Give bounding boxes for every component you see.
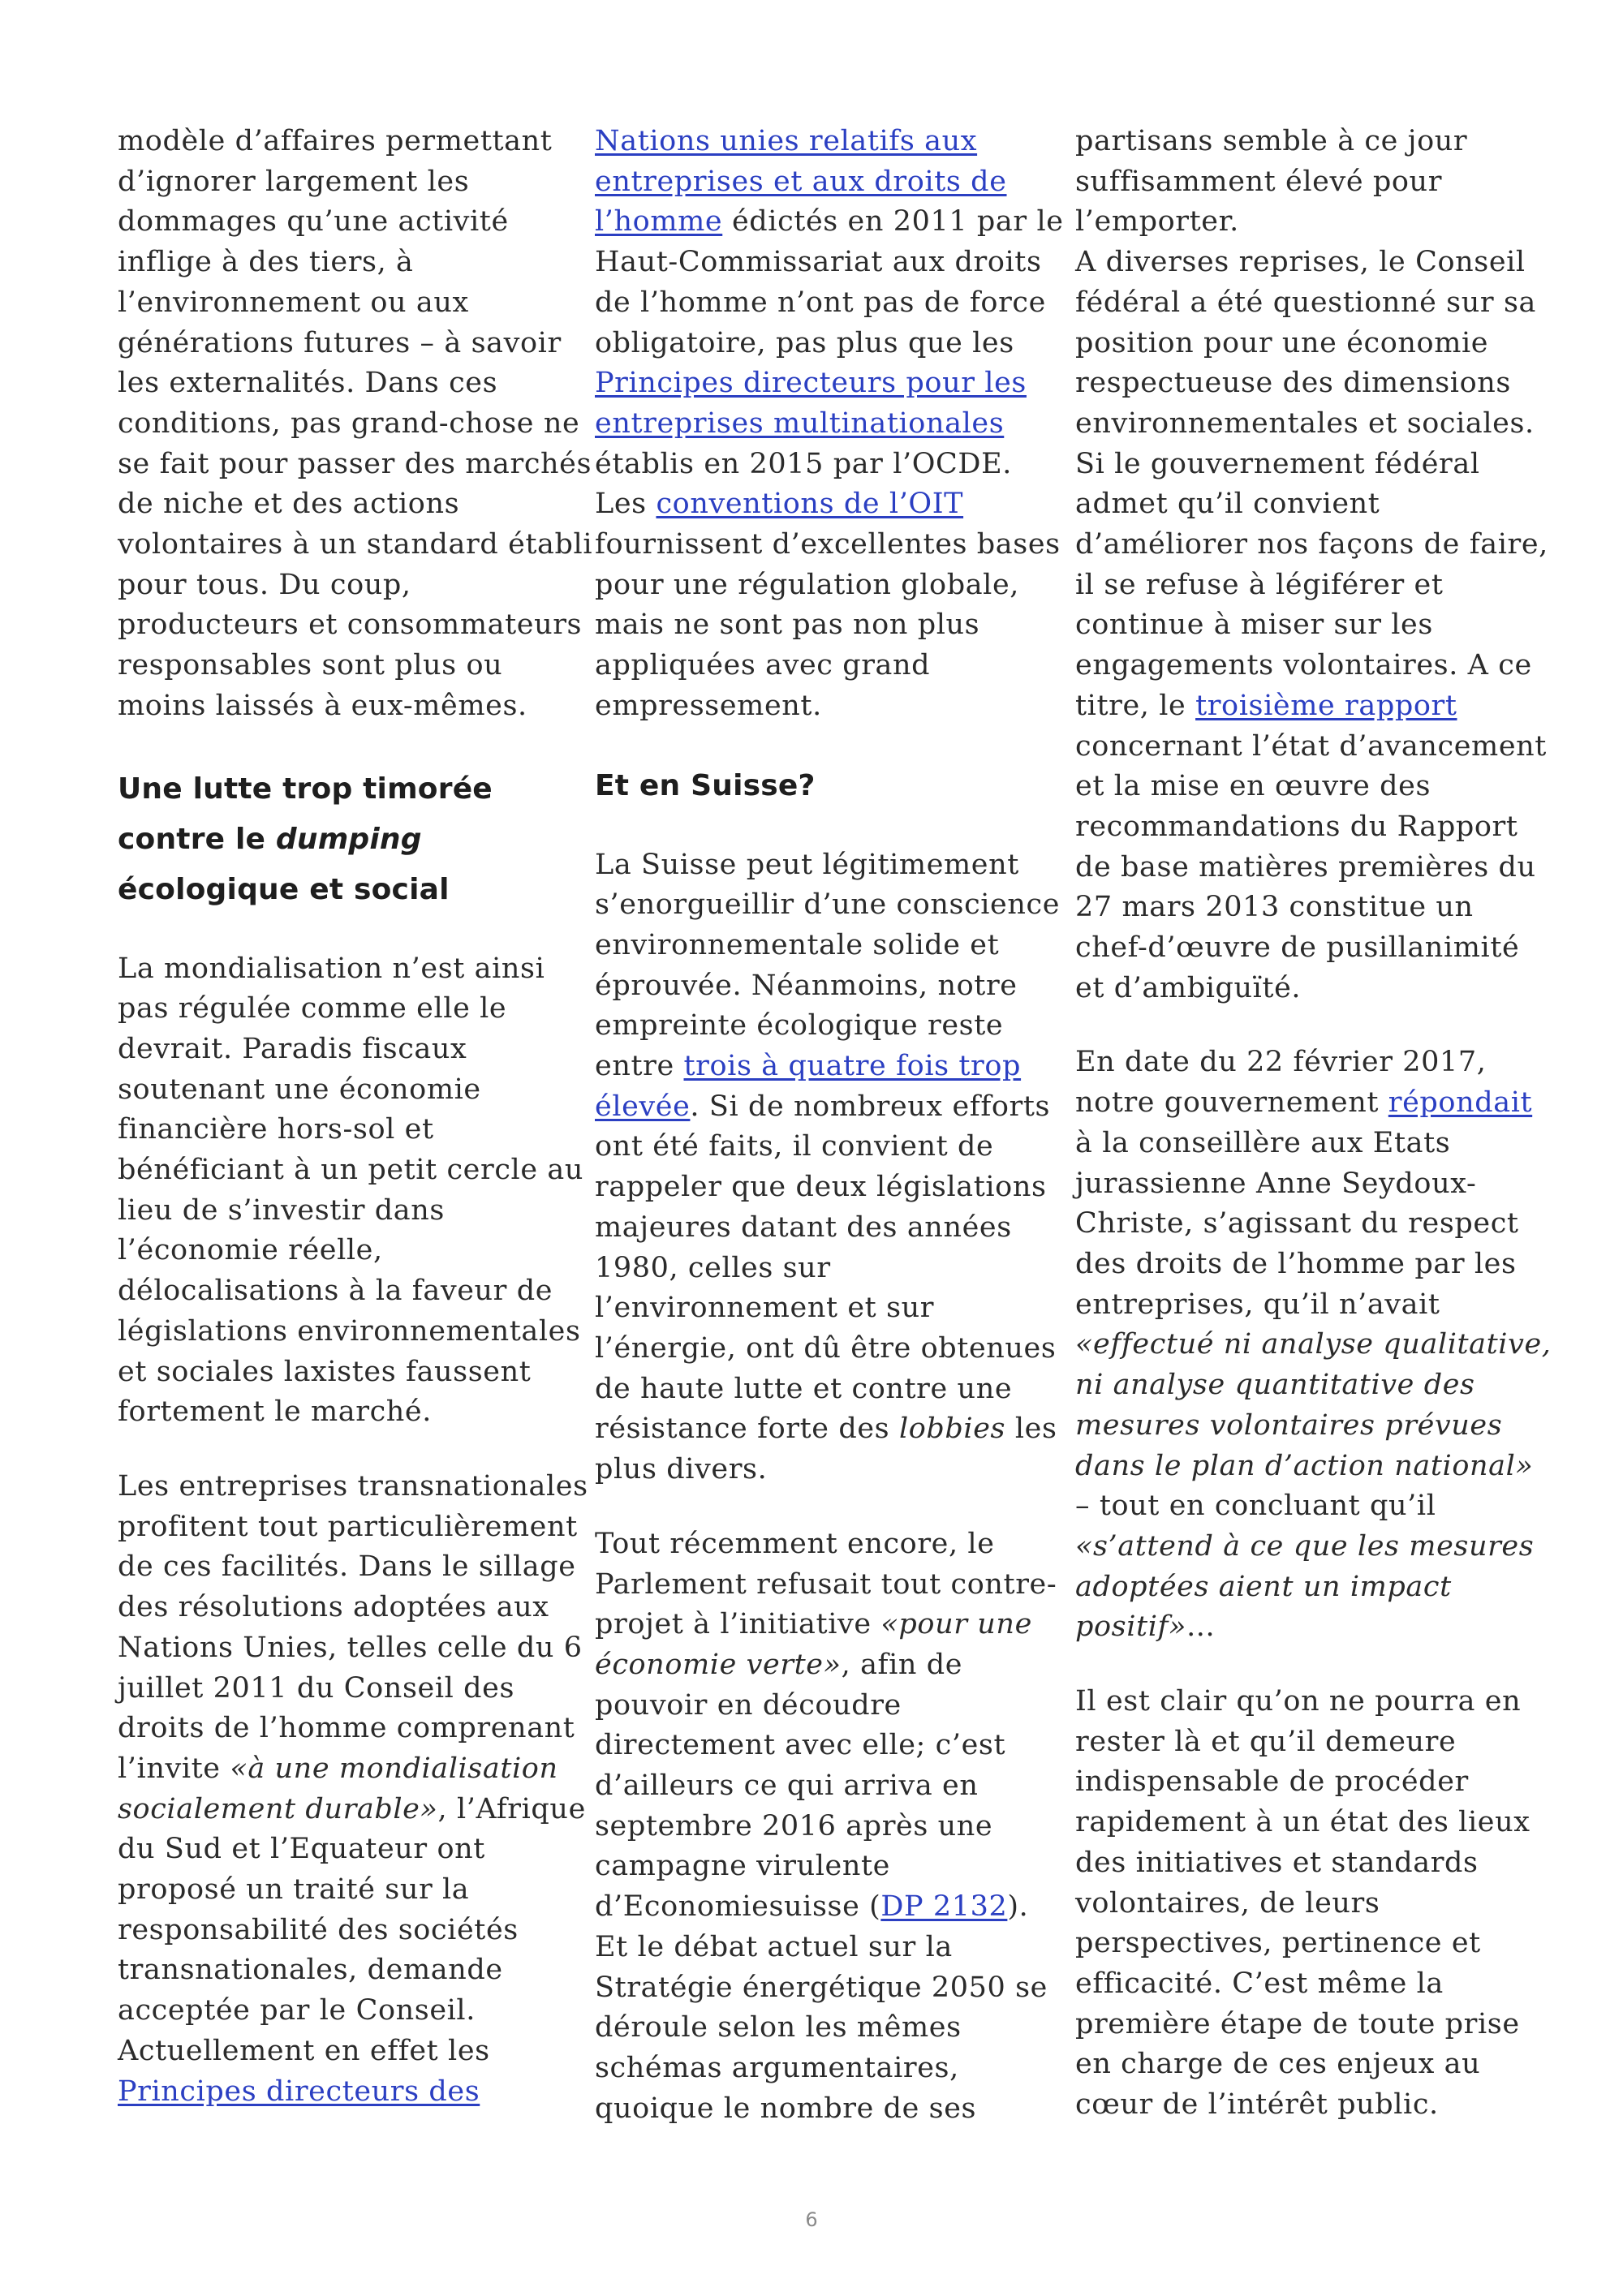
quote-text: «pour une [880, 1608, 1032, 1641]
text-line: rapidement à un état des lieux [1075, 1806, 1530, 1839]
quote-line: «effectué ni analyse qualitative, [1075, 1328, 1552, 1361]
text-line: environnementales et sociales. [1075, 406, 1535, 440]
text-line: respectueuse des dimensions [1075, 367, 1511, 400]
link-principes-directeurs-nu[interactable]: Nations unies relatifs aux [595, 125, 978, 157]
text-run: édictés en 2011 par le [722, 205, 1064, 239]
paragraph [1075, 1682, 1530, 2126]
text-run: , l’Afrique [437, 1792, 586, 1825]
quote-line: «s’attend à ce que les mesures [1075, 1529, 1535, 1563]
text-line: dommages qu’une activité [118, 205, 509, 239]
text-line: pour une régulation globale, [595, 568, 1020, 601]
text-line [595, 1645, 1033, 1686]
paragraph [118, 1467, 588, 2112]
text-line: plus divers. [595, 1453, 768, 1486]
heading-line: écologique et social [118, 872, 450, 906]
link-conventions-oit[interactable]: conventions de l’OIT [656, 488, 964, 521]
text-run: titre, le [1075, 689, 1196, 722]
text-line: fédéral a été questionné sur sa [1075, 286, 1536, 319]
text-line: d’améliorer nos façons de faire, [1075, 528, 1548, 561]
text-line [595, 1887, 1033, 1928]
text-line: jurassienne Anne Seydoux- [1075, 1167, 1477, 1200]
text-line: l’emporter. [1075, 205, 1239, 239]
text-line: de ces facilités. Dans le sillage [118, 1550, 576, 1584]
text-line: chef-d’œuvre de pusillanimité [1075, 931, 1520, 965]
text-run: Les [595, 488, 657, 521]
section-heading [118, 764, 556, 915]
text-line: mais ne sont pas non plus [595, 608, 980, 642]
text-line [1075, 1083, 1533, 1124]
text-line: financière hors-sol et [118, 1113, 434, 1146]
text-line [118, 2072, 556, 2113]
text-line: partisans semble à ce jour [1075, 125, 1468, 157]
text-line: les externalités. Dans ces [118, 367, 498, 400]
text-line: En date du 22 février 2017, [1075, 1046, 1487, 1079]
text-line: admet qu’il convient [1075, 488, 1380, 521]
text-line: acceptée par le Conseil. [118, 1994, 476, 2027]
text-line: l’énergie, ont dû être obtenues [595, 1331, 1057, 1365]
text-line: Il est clair qu’on ne pourra en [1075, 1685, 1522, 1718]
text-line [595, 122, 1033, 162]
text-line: Christe, s’agissant du respect [1075, 1207, 1519, 1240]
text-line: des résolutions adoptées aux [118, 1591, 549, 1624]
text-line: environnementale solide et [595, 928, 1000, 961]
text-line: soutenant une économie [118, 1073, 481, 1106]
text-line [595, 202, 1064, 243]
text-line: à la conseillère aux Etats [1075, 1126, 1451, 1159]
text-line: 27 mars 2013 constitue un [1075, 891, 1474, 924]
text-line: cœur de l’intérêt public. [1075, 2088, 1439, 2122]
text-line: directement avec elle; c’est [595, 1729, 1006, 1762]
text-line: 1980, celles sur [595, 1251, 831, 1284]
text-line: obligatoire, pas plus que les [595, 326, 1014, 359]
text-run: les [1005, 1412, 1057, 1446]
quote-line: adoptées aient un impact [1075, 1570, 1452, 1603]
text-line: majeures datant des années [595, 1210, 1012, 1244]
text-line: pouvoir en découdre [595, 1688, 902, 1722]
text-line: déroule selon les mêmes [595, 2011, 962, 2044]
text-line: devrait. Paradis fiscaux [118, 1032, 467, 1065]
text-run: ... [1186, 1610, 1216, 1644]
text-line: – tout en concluant qu’il [1075, 1490, 1436, 1523]
column-1 [118, 122, 593, 2112]
text-line: Nations Unies, telles celle du 6 [118, 1631, 583, 1664]
text-line: se fait pour passer des marchés [118, 447, 592, 480]
heading-line [118, 815, 556, 865]
text-line: d’ailleurs ce qui arriva en [595, 1769, 979, 1803]
text-line: l’économie réelle, [118, 1234, 383, 1267]
heading-emphasis: dumping [275, 822, 422, 856]
text-line: entreprises, qu’il n’avait [1075, 1288, 1440, 1321]
column-3 [1075, 122, 1552, 2126]
text-line: s’enorgueillir d’une conscience [595, 888, 1061, 922]
text-line: responsables sont plus ou [118, 649, 503, 682]
quote-text: positif» [1075, 1610, 1187, 1644]
text-line: des droits de l’homme par les [1075, 1247, 1517, 1280]
paragraph [595, 1524, 1057, 2130]
text-line [1075, 1607, 1513, 1648]
text-line: indispensable de procéder [1075, 1765, 1469, 1799]
text-line: profitent tout particulièrement [118, 1510, 578, 1543]
text-line: et la mise en œuvre des [1075, 770, 1431, 803]
text-line: Les entreprises transnationales [118, 1469, 588, 1503]
heading-line: Une lutte trop timorée [118, 772, 493, 806]
text-line: A diverses reprises, le Conseil [1075, 246, 1526, 279]
text-line: moins laissés à eux-mêmes. [118, 689, 527, 722]
text-run: entre [595, 1050, 684, 1083]
text-line: inflige à des tiers, à [118, 246, 414, 279]
text-line: schémas argumentaires, [595, 2051, 959, 2084]
quote-text: économie verte» [595, 1648, 842, 1681]
text-line: des initiatives et standards [1075, 1846, 1479, 1879]
text-line: droits de l’homme comprenant [118, 1712, 575, 1745]
text-line [595, 404, 1033, 445]
paragraph [118, 949, 583, 1433]
text-line: appliquées avec grand [595, 649, 931, 682]
paragraph [595, 845, 1061, 1490]
text-line: pour tous. Du coup, [118, 568, 411, 601]
text-line: première étape de toute prise [1075, 2007, 1520, 2040]
heading-line: Et en Suisse? [595, 768, 816, 802]
text-run: résistance forte des [595, 1412, 899, 1446]
text-line: modèle d’affaires permettant [118, 125, 553, 157]
link-dp-2132[interactable]: DP 2132 [880, 1890, 1008, 1924]
text-line: volontaires à un standard établi [118, 528, 593, 561]
quote-line: mesures volontaires prévues [1075, 1408, 1503, 1442]
page-number: 6 [805, 2208, 818, 2231]
link-principes-directeurs-nu[interactable]: l’homme [595, 205, 723, 239]
text-line: engagements volontaires. A ce [1075, 649, 1532, 682]
text-line: campagne virulente [595, 1850, 890, 1883]
text-line: il se refuse à légiférer et [1075, 568, 1444, 601]
text-line: perspectives, pertinence et [1075, 1927, 1481, 1960]
text-line: La Suisse peut légitimement [595, 848, 1019, 881]
text-line: responsabilité des sociétés [118, 1913, 519, 1946]
text-line: efficacité. C’est même la [1075, 1967, 1444, 2000]
text-line: empreinte écologique reste [595, 1009, 1004, 1043]
link-empreinte-ecologique[interactable]: élevée [595, 1090, 691, 1123]
text-line: Haut-Commissariat aux droits [595, 246, 1042, 279]
quote-line: dans le plan d’action national» [1075, 1449, 1534, 1482]
link-empreinte-ecologique[interactable]: trois à quatre fois trop [683, 1050, 1022, 1083]
quote-text: «à une mondialisation [230, 1752, 558, 1785]
heading-text: contre le [118, 822, 276, 856]
text-line: de niche et des actions [118, 488, 460, 521]
text-line [595, 1605, 1033, 1645]
quote-line: ni analyse quantitative des [1075, 1369, 1475, 1402]
text-line [595, 162, 1033, 203]
text-line [595, 1087, 1051, 1128]
text-line: et d’ambiguïté. [1075, 971, 1302, 1004]
link-principes-ocde[interactable]: entreprises multinationales [595, 406, 1005, 440]
text-line [595, 484, 1033, 525]
text-line: quoique le nombre de ses [595, 2092, 977, 2125]
text-line: transnationales, demande [118, 1954, 503, 1987]
text-line: l’environnement et sur [595, 1292, 935, 1325]
text-line: générations futures – à savoir [118, 326, 562, 359]
section-heading [595, 761, 1033, 811]
text-line: empressement. [595, 689, 822, 722]
text-line: ont été faits, il convient de [595, 1130, 994, 1163]
text-run: d’Economiesuisse ( [595, 1890, 881, 1924]
text-line: et sociales laxistes faussent [118, 1355, 532, 1388]
text-line: continue à miser sur les [1075, 608, 1433, 642]
text-line: éprouvée. Néanmoins, notre [595, 969, 1018, 1002]
link-principes-directeurs-nu[interactable]: Principes directeurs des [118, 2075, 480, 2108]
text-run: ). [1007, 1890, 1029, 1924]
paragraph [118, 122, 593, 727]
text-line: de haute lutte et contre une [595, 1372, 1013, 1405]
text-line: en charge de ces enjeux au [1075, 2048, 1481, 2081]
link-repondait[interactable]: répondait [1388, 1086, 1533, 1120]
text-line: délocalisations à la faveur de [118, 1275, 553, 1308]
text-line: de l’homme n’ont pas de force [595, 286, 1046, 319]
text-line [118, 1749, 556, 1790]
text-line [595, 363, 1033, 404]
text-line: Parlement refusait tout contre- [595, 1567, 1057, 1601]
text-line: établis en 2015 par l’OCDE. [595, 447, 1012, 480]
text-line: septembre 2016 après une [595, 1809, 993, 1842]
text-line: Si le gouvernement fédéral [1075, 447, 1480, 480]
text-line: fournissent d’excellentes bases [595, 528, 1061, 561]
column-2 [595, 122, 1064, 2129]
text-line: proposé un traité sur la [118, 1873, 470, 1907]
text-run: . Si de nombreux efforts [690, 1090, 1051, 1123]
text-line: Actuellement en effet les [118, 2034, 490, 2067]
text-run: projet à l’initiative [595, 1608, 881, 1641]
text-line: lieu de s’investir dans [118, 1193, 445, 1227]
text-line: recommandations du Rapport [1075, 810, 1518, 843]
text-line [118, 1790, 586, 1830]
text-run: l’invite [118, 1752, 230, 1785]
quote-text: socialement durable» [118, 1792, 438, 1825]
link-principes-directeurs-nu[interactable]: entreprises et aux droits de [595, 165, 1007, 198]
text-line: de base matières premières du [1075, 850, 1536, 884]
text-line [595, 1047, 1033, 1087]
link-principes-ocde[interactable]: Principes directeurs pour les [595, 367, 1027, 400]
text-line [1075, 686, 1513, 727]
text-line: l’environnement ou aux [118, 286, 469, 319]
text-line: producteurs et consommateurs [118, 608, 583, 642]
text-line: d’ignorer largement les [118, 165, 470, 198]
text-line: Tout récemment encore, le [595, 1527, 995, 1560]
text-line: Stratégie énergétique 2050 se [595, 1971, 1048, 2004]
text-line: concernant l’état d’avancement [1075, 729, 1547, 763]
text-run: , afin de [841, 1648, 963, 1681]
text-line: juillet 2011 du Conseil des [118, 1671, 515, 1705]
paragraph [1075, 122, 1548, 1008]
text-line: volontaires, de leurs [1075, 1886, 1380, 1920]
paragraph [1075, 1043, 1552, 1648]
text-line: bénéficiant à un petit cercle au [118, 1154, 583, 1187]
emphasis-text: lobbies [898, 1412, 1006, 1446]
link-troisieme-rapport[interactable]: troisième rapport [1195, 689, 1457, 722]
text-line: Et le débat actuel sur la [595, 1930, 953, 1963]
text-line: du Sud et l’Equateur ont [118, 1833, 485, 1866]
text-line: suffisamment élevé pour [1075, 165, 1443, 198]
text-line: législations environnementales [118, 1314, 581, 1348]
text-line: fortement le marché. [118, 1395, 432, 1429]
text-line: rappeler que deux législations [595, 1171, 1047, 1204]
text-line: La mondialisation n’est ainsi [118, 952, 545, 985]
text-line: position pour une économie [1075, 326, 1489, 359]
text-run: notre gouvernement [1075, 1086, 1388, 1120]
paragraph [595, 122, 1064, 727]
text-line: conditions, pas grand-chose ne [118, 406, 580, 440]
text-line: pas régulée comme elle le [118, 992, 507, 1025]
text-line: rester là et qu’il demeure [1075, 1725, 1457, 1758]
text-line [595, 1409, 1057, 1450]
